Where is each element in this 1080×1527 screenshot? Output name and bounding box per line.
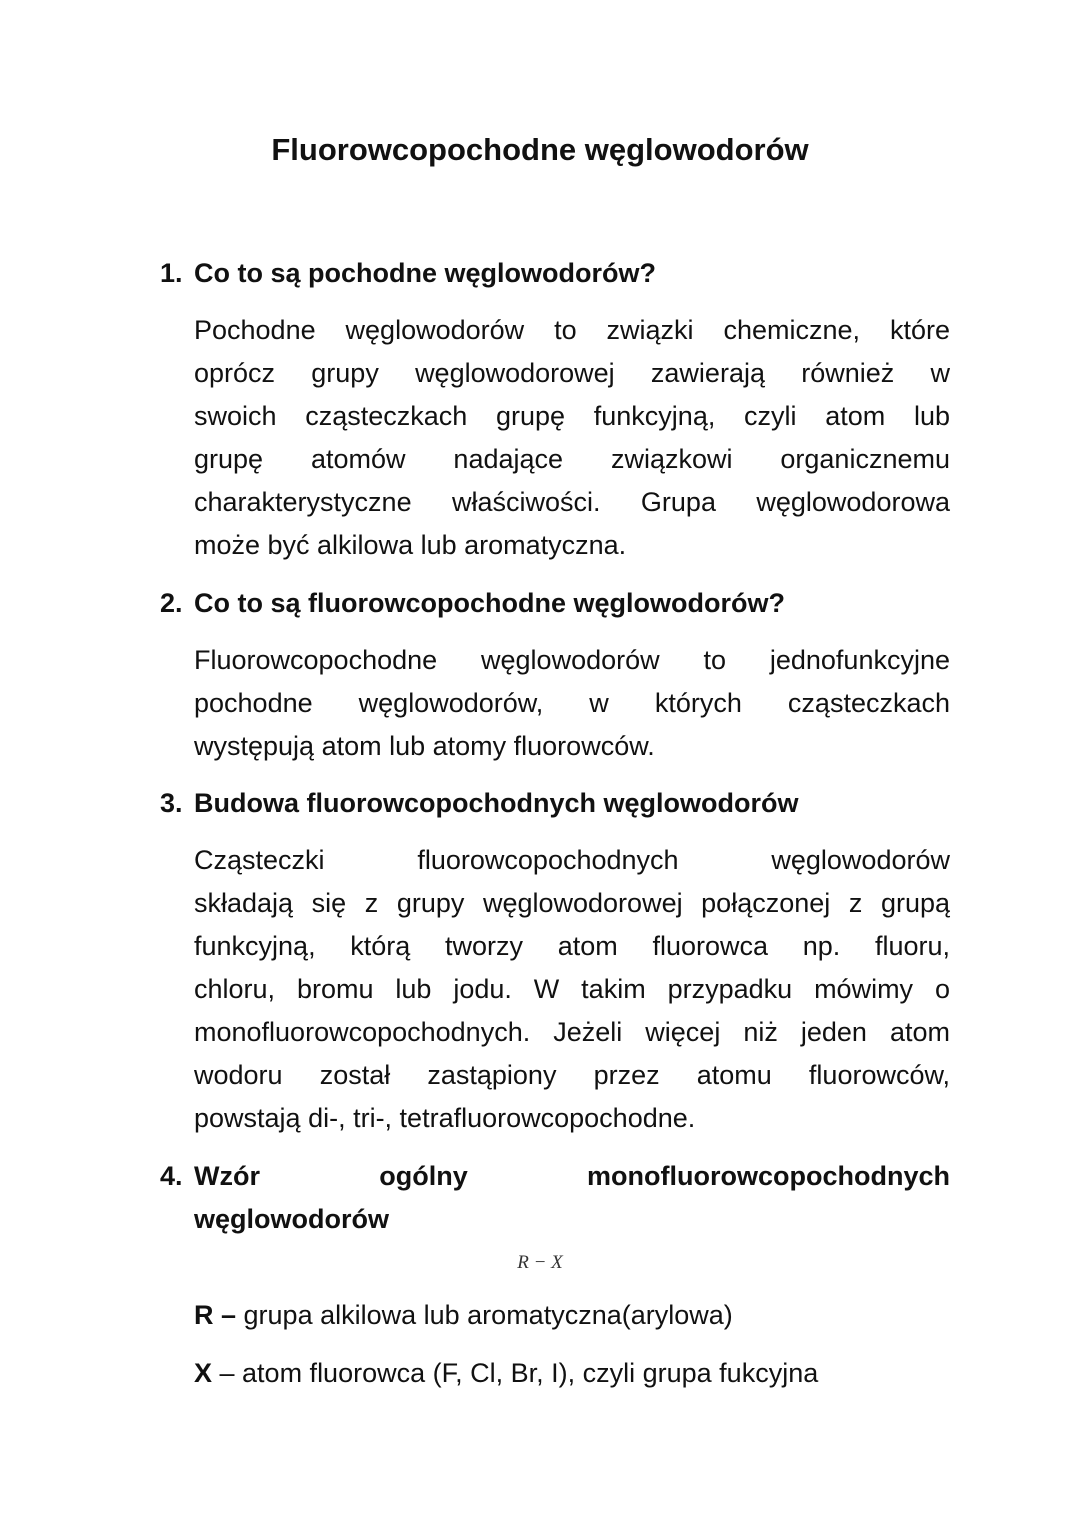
definition-text: grupa alkilowa lub aromatyczna(arylowa)	[236, 1300, 733, 1330]
section-heading	[160, 782, 950, 825]
section-paragraph	[194, 639, 950, 768]
section-number: 4.	[160, 1161, 183, 1191]
paragraph-line: monofluorowcopochodnych. Jeżeli więcej niż jeden atom	[194, 1017, 950, 1047]
section-paragraph	[194, 309, 950, 567]
section-title-line-1: Wzór ogólny monofluorowcopochodnych	[194, 1161, 950, 1191]
paragraph-line: chloru, bromu lub jodu. W takim przypadku mówimy o	[194, 974, 950, 1004]
definition-text: – atom fluorowca (F, Cl, Br, I), czyli grupa fukcyjna	[212, 1358, 819, 1388]
paragraph-line: występują atom lub atomy fluorowców.	[194, 731, 655, 761]
general-formula: R − X	[517, 1252, 563, 1273]
paragraph-line: Fluorowcopochodne węglowodorów to jednofunkcyjne	[194, 645, 950, 675]
paragraph-line: może być alkilowa lub aromatyczna.	[194, 530, 627, 560]
paragraph-line: wodoru został zastąpiony przez atomu fluorowców,	[194, 1060, 950, 1090]
section-title: Budowa fluorowcopochodnych węglowodorów	[194, 788, 799, 818]
page-title: Fluorowcopochodne węglowodorów	[271, 132, 809, 167]
paragraph-line: charakterystyczne właściwości. Grupa węglowodorowa	[194, 487, 950, 517]
section-title: Co to są fluorowcopochodne węglowodorów?	[194, 588, 785, 618]
section-heading-cont	[160, 1198, 950, 1241]
paragraph-line: swoich cząsteczkach grupę funkcyjną, czyli atom lub	[194, 401, 950, 431]
definition-symbol: X	[194, 1358, 213, 1388]
paragraph-line: powstają di-, tri-, tetrafluorowcopochodne.	[194, 1103, 696, 1133]
section-title: Co to są pochodne węglowodorów?	[194, 258, 656, 288]
paragraph-line: oprócz grupy węglowodorowej zawierają również w	[194, 358, 950, 388]
section-heading	[160, 252, 950, 295]
section-number: 1.	[160, 258, 183, 288]
section-3	[160, 782, 950, 1140]
paragraph-line: grupę atomów nadające związkowi organicznemu	[194, 444, 950, 474]
definition-symbol: R –	[194, 1300, 237, 1330]
paragraph-line: Cząsteczki fluorowcopochodnych węglowodorów	[194, 845, 950, 875]
paragraph-line: funkcyjną, którą tworzy atom fluorowca np. fluoru,	[194, 931, 950, 961]
section-2	[160, 582, 950, 768]
section-title-line-2: węglowodorów	[194, 1204, 389, 1234]
paragraph-line: Pochodne węglowodorów to związki chemiczne, które	[194, 315, 950, 345]
paragraph-line: składają się z grupy węglowodorowej połączonej z grupą	[194, 888, 950, 918]
section-paragraph	[194, 839, 950, 1140]
paragraph-line: pochodne węglowodorów, w których cząsteczkach	[194, 688, 950, 718]
section-number: 2.	[160, 588, 183, 618]
definition-r	[194, 1295, 984, 1335]
section-4	[160, 1155, 950, 1241]
section-heading	[160, 582, 950, 625]
section-number: 3.	[160, 788, 183, 818]
section-heading	[160, 1155, 950, 1198]
section-1	[160, 252, 950, 567]
definition-x	[194, 1353, 984, 1393]
